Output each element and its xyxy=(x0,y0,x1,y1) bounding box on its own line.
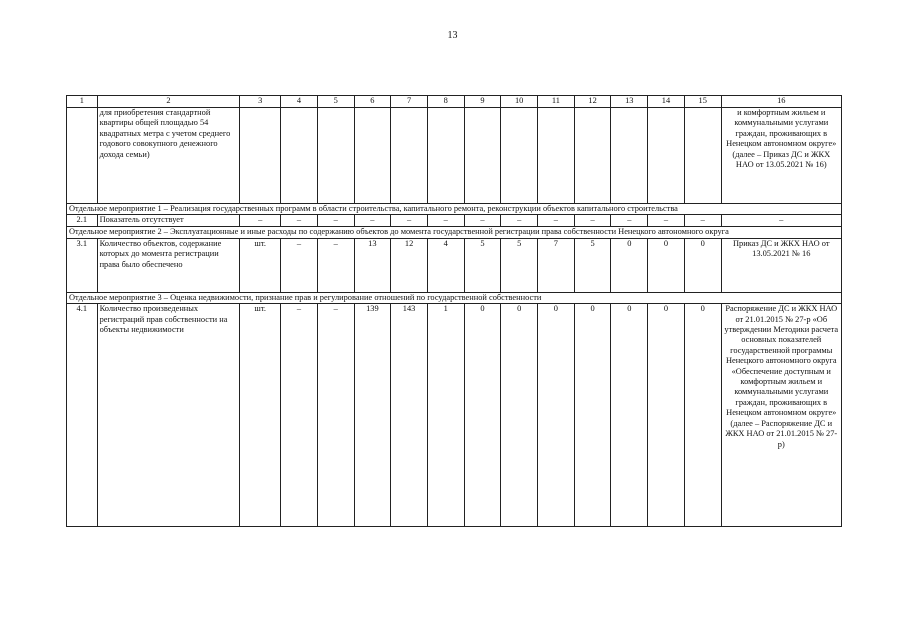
table-cell: 143 xyxy=(391,304,428,527)
table-cell xyxy=(427,108,464,204)
column-number: 13 xyxy=(611,96,648,108)
indicator-name-cell: Количество объектов, содержание которых до момента регистрации права было обеспечено xyxy=(97,238,240,292)
table-cell: 0 xyxy=(574,304,611,527)
section-heading: Отдельное мероприятие 1 – Реализация государственных программ в области строительства, капитального ремонта, реконструкции объектов капитального строительства xyxy=(67,204,842,215)
table-cell: – xyxy=(684,215,721,227)
table-cell xyxy=(391,108,428,204)
table-cell: 0 xyxy=(611,238,648,292)
table-cell xyxy=(281,108,318,204)
table-cell: – xyxy=(574,215,611,227)
table-cell xyxy=(648,108,685,204)
column-number: 14 xyxy=(648,96,685,108)
source-document-cell: и комфортным жильем и коммунальными услугами граждан, проживающих в Ненецком автономном округе» (далее – Приказ ДС и ЖКХ НАО от 13.05.2021 № 16) xyxy=(721,108,841,204)
unit-cell: шт. xyxy=(240,304,281,527)
section-row xyxy=(67,292,842,303)
table-cell xyxy=(317,108,354,204)
indicator-name-cell: Показатель отсутствует xyxy=(97,215,240,227)
table-row-continuation xyxy=(67,108,842,204)
column-number: 10 xyxy=(501,96,538,108)
table-cell: 0 xyxy=(611,304,648,527)
table-cell: 5 xyxy=(501,238,538,292)
table-cell: – xyxy=(611,215,648,227)
table-body xyxy=(67,96,842,527)
table-cell: – xyxy=(281,304,318,527)
column-number: 1 xyxy=(67,96,98,108)
row-number: 3.1 xyxy=(67,238,98,292)
table-cell: 12 xyxy=(391,238,428,292)
indicator-name-cell: для приобретения стандартной квартиры общей площадью 54 квадратных метра с учетом среднего годового совокупного денежного дохода семьи) xyxy=(97,108,240,204)
table-cell: – xyxy=(501,215,538,227)
indicator-name-cell: Количество произведенных регистраций прав собственности на объекты недвижимости xyxy=(97,304,240,527)
page-number: 13 xyxy=(447,30,458,41)
column-number: 8 xyxy=(427,96,464,108)
section-heading: Отдельное мероприятие 3 – Оценка недвижимости, признание прав и регулирование отношений по государственной собственности xyxy=(67,292,842,303)
table-cell: 5 xyxy=(574,238,611,292)
table-cell: 7 xyxy=(538,238,575,292)
section-row xyxy=(67,204,842,215)
table-cell: 0 xyxy=(538,304,575,527)
table-cell: 5 xyxy=(464,238,501,292)
table-cell: – xyxy=(281,238,318,292)
table-cell xyxy=(611,108,648,204)
unit-cell: шт. xyxy=(240,238,281,292)
table-cell xyxy=(67,108,98,204)
row-number: 2.1 xyxy=(67,215,98,227)
indicators-table xyxy=(66,95,842,527)
table-cell: 0 xyxy=(684,304,721,527)
table-cell: – xyxy=(317,215,354,227)
source-document-cell: Приказ ДС и ЖКХ НАО от 13.05.2021 № 16 xyxy=(721,238,841,292)
table-cell: 0 xyxy=(501,304,538,527)
column-number: 7 xyxy=(391,96,428,108)
table-cell: – xyxy=(317,304,354,527)
row-number: 4.1 xyxy=(67,304,98,527)
column-number: 16 xyxy=(721,96,841,108)
table-cell xyxy=(354,108,391,204)
column-number: 4 xyxy=(281,96,318,108)
table-cell xyxy=(684,108,721,204)
table-row xyxy=(67,215,842,227)
section-row xyxy=(67,227,842,238)
table-cell: – xyxy=(391,215,428,227)
section-heading: Отдельное мероприятие 2 – Эксплуатационные и иные расходы по содержанию объектов до момента государственной регистрации права собственности Ненецкого автономного округа xyxy=(67,227,842,238)
table-cell xyxy=(240,108,281,204)
table-cell: – xyxy=(721,215,841,227)
table-cell: – xyxy=(317,238,354,292)
table-cell: 13 xyxy=(354,238,391,292)
table-cell: – xyxy=(648,215,685,227)
table-cell: – xyxy=(538,215,575,227)
table-row xyxy=(67,238,842,292)
column-number: 12 xyxy=(574,96,611,108)
column-number: 5 xyxy=(317,96,354,108)
column-number: 11 xyxy=(538,96,575,108)
table-cell: 4 xyxy=(427,238,464,292)
column-number: 15 xyxy=(684,96,721,108)
table-cell: 0 xyxy=(648,238,685,292)
column-number-row xyxy=(67,96,842,108)
column-number: 6 xyxy=(354,96,391,108)
table-cell: 139 xyxy=(354,304,391,527)
column-number: 9 xyxy=(464,96,501,108)
table-cell: – xyxy=(427,215,464,227)
source-document-cell: Распоряжение ДС и ЖКХ НАО от 21.01.2015 № 27-р «Об утверждении Методики расчета основных показателей государственной программы Ненецкого автономного округа «Обеспечение доступным и комфортным жильем и коммунальными услугами граждан, проживающих в Ненецком автономном округе» (далее – Распоряжение ДС и ЖКХ НАО от 21.01.2015 № 27-р) xyxy=(721,304,841,527)
table-row xyxy=(67,304,842,527)
table-cell: – xyxy=(281,215,318,227)
table-cell xyxy=(574,108,611,204)
table-cell: – xyxy=(464,215,501,227)
table-cell: 0 xyxy=(648,304,685,527)
table-cell xyxy=(501,108,538,204)
table-cell: – xyxy=(240,215,281,227)
table-cell: 0 xyxy=(684,238,721,292)
column-number: 3 xyxy=(240,96,281,108)
table-cell xyxy=(464,108,501,204)
table-cell: 0 xyxy=(464,304,501,527)
column-number: 2 xyxy=(97,96,240,108)
table-cell: – xyxy=(354,215,391,227)
table-cell: 1 xyxy=(427,304,464,527)
table-cell xyxy=(538,108,575,204)
